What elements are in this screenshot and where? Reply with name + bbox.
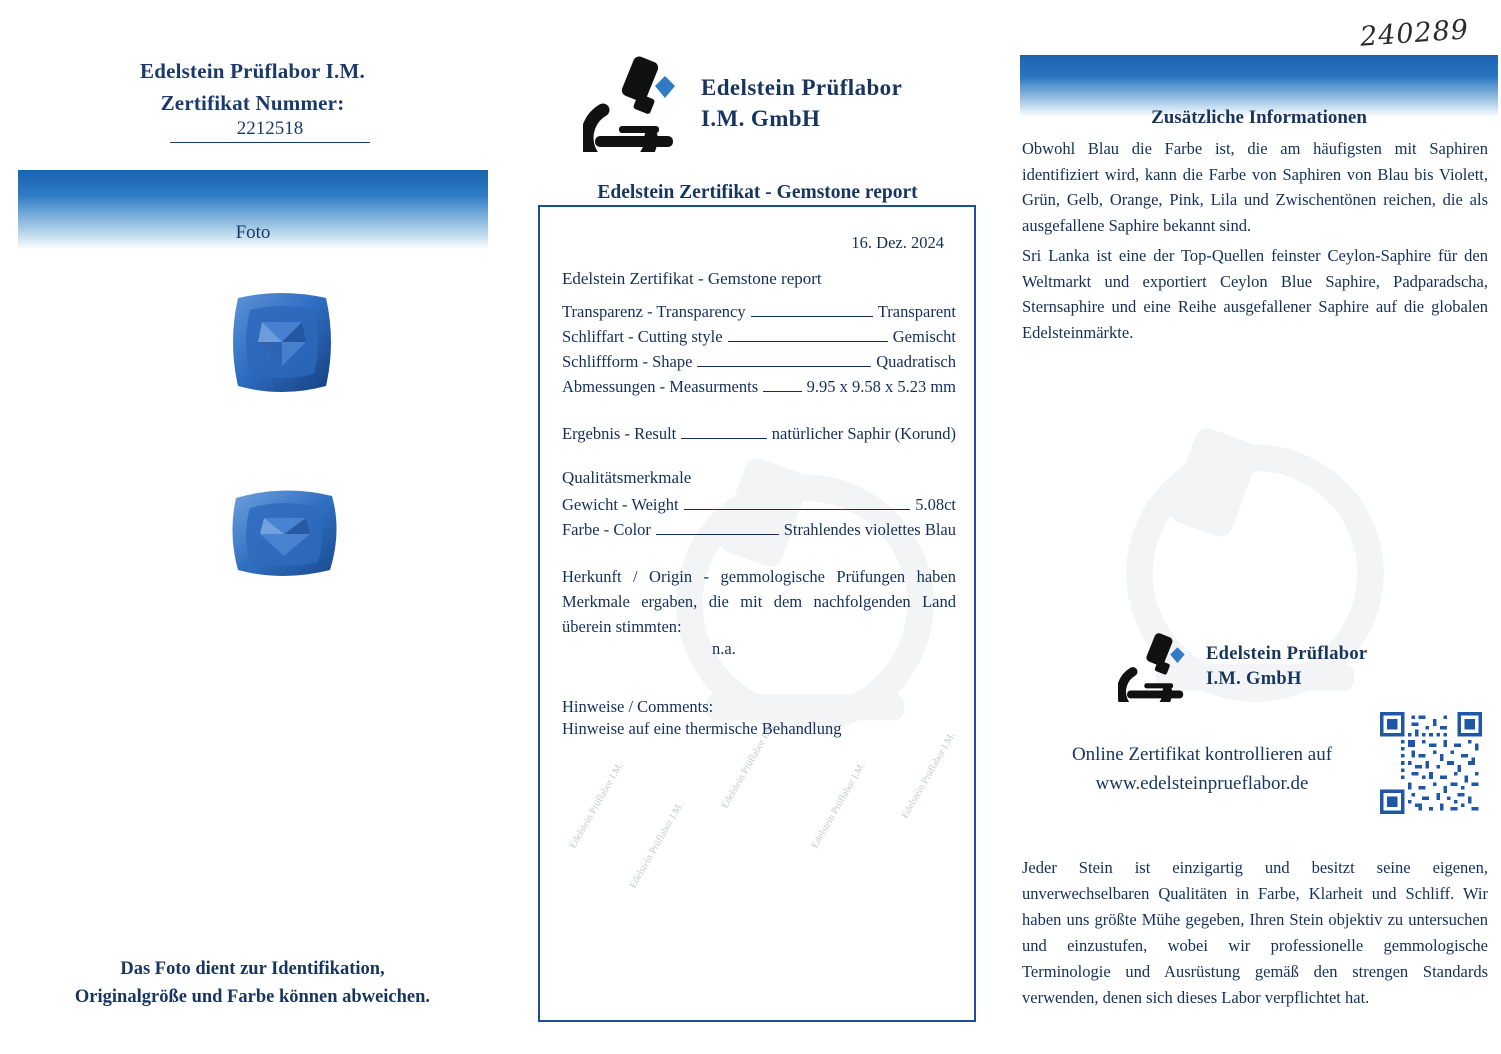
field-color-label: Farbe - Color: [562, 520, 651, 539]
leader-line: [697, 365, 871, 367]
field-transparency-value: Transparent: [877, 302, 956, 321]
spacer: [562, 659, 956, 681]
report-heading: Edelstein Zertifikat - Gemstone report: [562, 269, 822, 288]
center-panel: [505, 0, 1010, 1054]
handwritten-number: 240289: [1358, 14, 1470, 53]
watermark-text: Edelstein Prüflabor I.M.: [809, 760, 868, 851]
brand-logo-text: [701, 72, 902, 134]
field-shape: [562, 349, 956, 374]
field-shape-value: Quadratisch: [876, 352, 956, 371]
brand-line2: I.M. GmbH: [701, 106, 821, 131]
watermark-text: Edelstein Prüflabor I.M.: [567, 760, 626, 851]
quality-heading: Qualitätsmerkmale: [562, 468, 692, 487]
field-measurements-value: 9.95 x 9.58 x 5.23 mm: [806, 377, 956, 396]
comments-body: Hinweise auf eine thermische Behandlung: [562, 719, 842, 738]
microscope-icon: [1118, 630, 1198, 702]
gem-photo-top: [222, 284, 342, 402]
right-panel: [1010, 0, 1501, 1054]
left-panel: [0, 0, 505, 1054]
field-cutting-style-value: Gemischt: [892, 327, 956, 346]
spacer: [562, 399, 956, 421]
brand-line2: I.M. GmbH: [1206, 669, 1302, 689]
photo-label: Foto: [235, 222, 271, 243]
brand-line1: Edelstein Prüflabor: [701, 75, 903, 100]
brand-line1: Edelstein Prüflabor: [1206, 644, 1368, 664]
field-weight: [562, 492, 956, 517]
online-verification-url[interactable]: www.edelsteinprueflabor.de: [1095, 773, 1309, 794]
photo-disclaimer-line2: Originalgröße und Farbe können abweichen.: [74, 987, 431, 1007]
field-weight-value: 5.08ct: [915, 495, 956, 514]
origin-heading: Herkunft / Origin - gemmologische Prüfungen haben Merkmale ergaben, die mit dem nachfolgenden Land überein stimmten:: [562, 567, 956, 636]
field-result-label: Ergebnis - Result: [562, 424, 677, 443]
field-measurements-label: Abmessungen - Measurments: [562, 377, 759, 396]
gem-photo-bottom: [222, 478, 348, 588]
online-verification: [1032, 740, 1372, 798]
field-color: [562, 517, 956, 542]
leader-line: [751, 315, 873, 317]
lab-title-line1: Edelstein Prüflabor I.M.: [140, 59, 365, 83]
lab-title: [0, 55, 505, 119]
field-color-value: Strahlendes violettes Blau: [783, 520, 956, 539]
certificate-number: 2212518: [170, 118, 370, 143]
report-title: Edelstein Zertifikat - Gemstone report: [597, 182, 918, 203]
leader-line: [763, 390, 801, 392]
brand-logo-bottom-text: [1206, 642, 1367, 692]
field-weight-label: Gewicht - Weight: [562, 495, 679, 514]
leader-line: [684, 508, 911, 510]
field-transparency-label: Transparenz - Transparency: [562, 302, 746, 321]
brand-logo-top: [583, 52, 983, 157]
leader-line: [656, 533, 779, 535]
online-verification-line1: Online Zertifikat kontrollieren auf: [1071, 744, 1333, 765]
watermark-text: Edelstein Prüflabor I.M.: [719, 720, 778, 811]
microscope-icon: [583, 52, 693, 152]
origin-value: n.a.: [712, 639, 736, 658]
spacer: [562, 446, 956, 468]
leader-line: [681, 437, 767, 439]
spacer: [562, 542, 956, 564]
field-cutting-style-label: Schliffart - Cutting style: [562, 327, 723, 346]
additional-info-paragraph-2: Sri Lanka ist eine der Top-Quellen feinster Ceylon-Saphire für den Weltmarkt und exportiert Ceylon Blue Saphire, Padparadscha, Sternsaphire und eine Reihe ausgefallener Saphire auf die globalen Edelsteinmärkte.: [1022, 246, 1488, 342]
lab-title-line2: Zertifikat Nummer:: [160, 91, 345, 115]
field-transparency: [562, 299, 956, 324]
photo-disclaimer-line1: Das Foto dient zur Identifikation,: [120, 959, 385, 979]
certificate-box: [538, 205, 976, 1022]
brand-logo-bottom: [1118, 630, 1488, 710]
additional-info-title: Zusätzliche Informationen: [1151, 107, 1367, 128]
watermark-text: Edelstein Prüflabor I.M.: [899, 730, 958, 821]
lab-statement: Jeder Stein ist einzigartig und besitzt seine eigenen, unverwechselbaren Qualitäten in Farbe, Klarheit und Schliff. Wir haben uns größte Mühe gegeben, Ihren Stein objektiv zu untersuchen und einzustufen, wobei wir professionelle gemmologische Terminologie und Ausrüstung gemäß den strengen Standards verwenden, denen sich dieses Labor verpflichtet hat.: [1022, 858, 1488, 1007]
certificate-fields: [562, 269, 956, 739]
origin-value-row: [562, 639, 956, 659]
leader-line: [728, 340, 888, 342]
field-cutting-style: [562, 324, 956, 349]
watermark-text: Edelstein Prüflabor I.M.: [627, 800, 686, 891]
field-measurements: [562, 374, 956, 399]
comments-heading: Hinweise / Comments:: [562, 697, 714, 716]
additional-info-paragraph-1: Obwohl Blau die Farbe ist, die am häufigsten mit Saphiren identifiziert wird, kann die Farbe von Saphiren von Blau bis Violett, Grün, Gelb, Orange, Pink, Lila und Zwischentönen reichen, die als ausgefallene Saphire bekannt sind.: [1022, 139, 1488, 235]
field-shape-label: Schliffform - Shape: [562, 352, 693, 371]
report-date: 16. Dez. 2024: [851, 233, 944, 252]
qr-code[interactable]: [1380, 712, 1482, 814]
spacer: [562, 681, 956, 697]
field-result-value: natürlicher Saphir (Korund): [771, 424, 956, 443]
field-result: [562, 421, 956, 446]
photo-disclaimer: [0, 955, 505, 1011]
